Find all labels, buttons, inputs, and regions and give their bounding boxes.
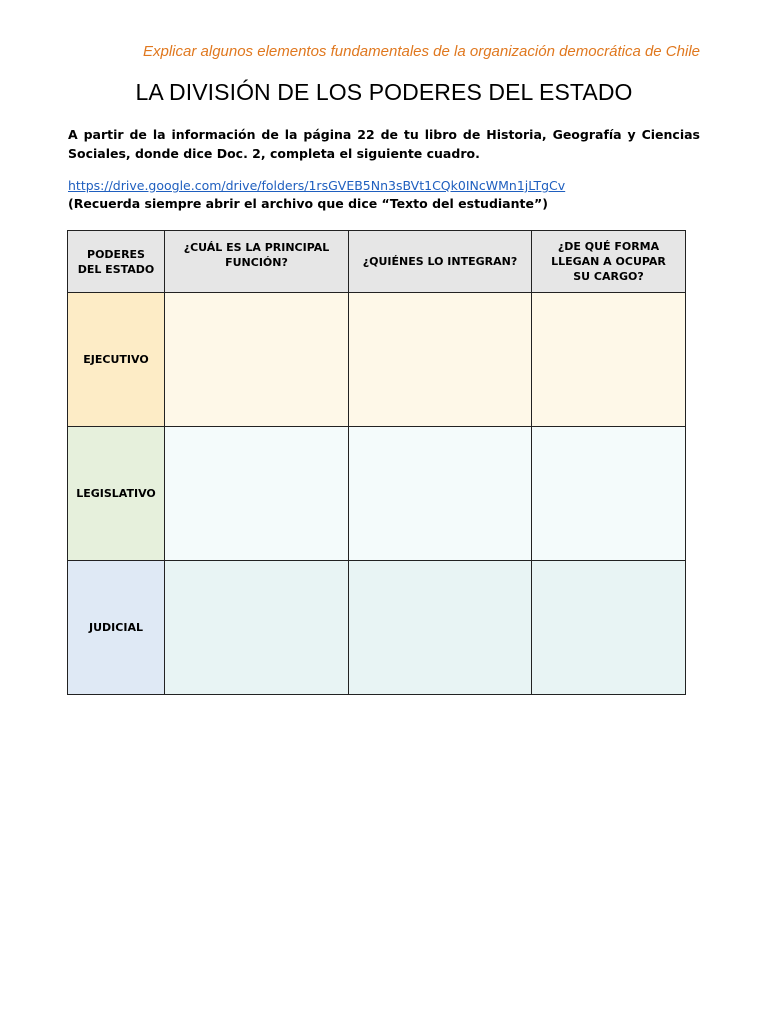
- cell-judicial-funcion[interactable]: [165, 561, 349, 695]
- learning-objective: Explicar algunos elementos fundamentales de la organización democrática de Chile: [143, 43, 700, 60]
- page-title: LA DIVISIÓN DE LOS PODERES DEL ESTADO: [135, 79, 633, 105]
- cell-ejecutivo-cargo[interactable]: [532, 293, 686, 427]
- table-header-row: [68, 231, 686, 293]
- row-label-judicial: JUDICIAL: [68, 561, 165, 695]
- cell-legislativo-integran[interactable]: [349, 427, 532, 561]
- table-row-legislativo: [68, 427, 686, 561]
- cell-legislativo-funcion[interactable]: [165, 427, 349, 561]
- cell-ejecutivo-funcion[interactable]: [165, 293, 349, 427]
- row-label-ejecutivo: EJECUTIVO: [68, 293, 165, 427]
- table-row-judicial: [68, 561, 686, 695]
- header-cargo: ¿DE QUÉ FORMA LLEGAN A OCUPAR SU CARGO?: [532, 231, 686, 293]
- cell-judicial-integran[interactable]: [349, 561, 532, 695]
- header-integran: ¿QUIÉNES LO INTEGRAN?: [349, 231, 532, 293]
- row-label-legislativo: LEGISLATIVO: [68, 427, 165, 561]
- cell-legislativo-cargo[interactable]: [532, 427, 686, 561]
- header-poderes: PODERES DEL ESTADO: [68, 231, 165, 293]
- cell-ejecutivo-integran[interactable]: [349, 293, 532, 427]
- table-row-ejecutivo: [68, 293, 686, 427]
- powers-table: [67, 230, 686, 695]
- cell-judicial-cargo[interactable]: [532, 561, 686, 695]
- header-funcion: ¿CUÁL ES LA PRINCIPAL FUNCIÓN?: [165, 231, 349, 293]
- instructions-note: (Recuerda siempre abrir el archivo que dice “Texto del estudiante”): [68, 196, 548, 211]
- instructions-text: A partir de la información de la página 22 de tu libro de Historia, Geografía y Ciencias Sociales, donde dice Doc. 2, completa el siguiente cuadro.: [68, 127, 700, 161]
- drive-link[interactable]: https://drive.google.com/drive/folders/1rsGVEB5Nn3sBVt1CQk0INcWMn1jLTgCv: [68, 178, 566, 193]
